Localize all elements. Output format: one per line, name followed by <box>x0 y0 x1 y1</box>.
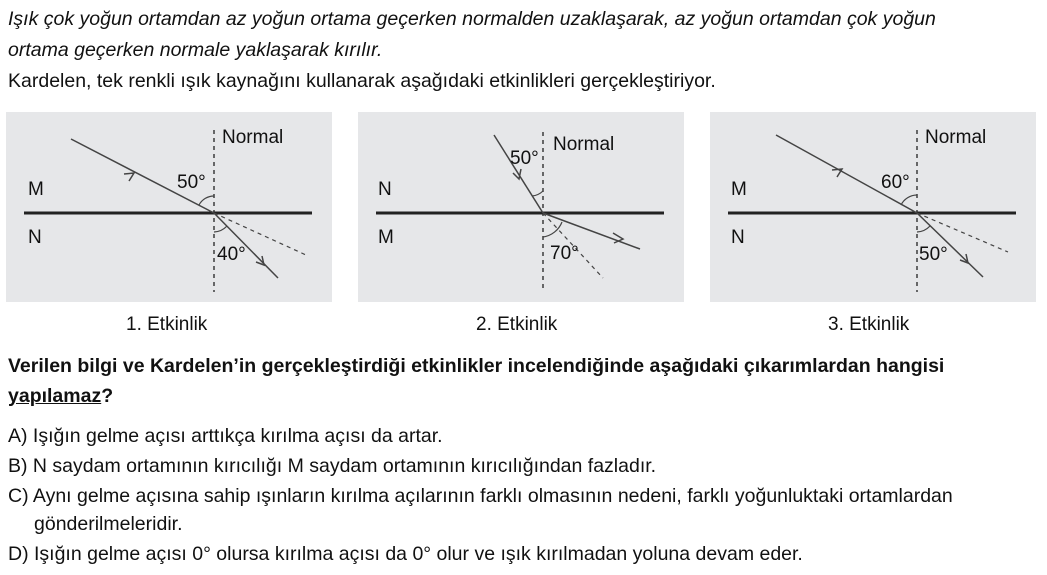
question-mark: ? <box>101 385 114 407</box>
bottom-medium-label: N <box>731 227 745 248</box>
intro-line-3: Kardelen, tek renkli ışık kaynağını kullanarak aşağıdaki etkinlikleri gerçekleştiriyor. <box>8 70 716 92</box>
incidence-angle-label: 50° <box>510 148 539 169</box>
option-b: B) N saydam ortamının kırıcılığı M saydam ortamının kırıcılığından fazladır. <box>8 455 657 477</box>
bottom-medium-label: N <box>28 227 42 248</box>
incidence-arc <box>532 191 543 196</box>
question-line-1: Verilen bilgi ve Kardelen’in gerçekleştirdiği etkinlikler incelendiğinde aşağıdaki çıkarımlardan hangisi <box>8 355 945 377</box>
incidence-arc <box>199 196 214 205</box>
refraction-arc <box>214 226 227 232</box>
top-medium-label: N <box>378 179 392 200</box>
intro-line-1: Işık çok yoğun ortamdan az yoğun ortama geçerken normalden uzaklaşarak, az yoğun ortamdan çok yoğun <box>8 8 936 30</box>
refraction-arc <box>543 222 562 237</box>
top-medium-label: M <box>28 179 44 200</box>
question-underlined-word: yapılamaz <box>8 385 102 407</box>
incidence-angle-label: 60° <box>881 172 910 193</box>
figure-3-panel <box>710 112 1036 302</box>
normal-label: Normal <box>553 134 615 155</box>
option-a: A) Işığın gelme açısı arttıkça kırılma açısı da artar. <box>8 425 443 447</box>
figure-2-panel <box>358 112 684 302</box>
top-medium-label: M <box>731 179 747 200</box>
incidence-arc <box>901 195 917 205</box>
option-d: D) Işığın gelme açısı 0° olursa kırılma açısı da 0° olur ve ışık kırılmadan yoluna devam eder. <box>8 543 803 565</box>
option-c-line-2: gönderilmeleridir. <box>34 513 183 535</box>
incident-ray <box>494 135 543 213</box>
option-c-line-1: C) Aynı gelme açısına sahip ışınların kırılma açılarının farklı olmasının nedeni, farklı yoğunluktaki ortamlardan <box>8 485 953 507</box>
figure-1-caption: 1. Etkinlik <box>126 314 208 335</box>
incident-arrow-icon <box>124 173 134 181</box>
incidence-angle-label: 50° <box>177 172 206 193</box>
bottom-medium-label: M <box>378 227 394 248</box>
normal-label: Normal <box>925 127 987 148</box>
figure-2-caption: 2. Etkinlik <box>476 314 558 335</box>
refraction-angle-label: 70° <box>550 243 579 264</box>
figure-1-panel <box>6 112 332 302</box>
intro-line-2: ortama geçerken normale yaklaşarak kırılır. <box>8 39 383 61</box>
figure-3-caption: 3. Etkinlik <box>828 314 910 335</box>
question-line-2 <box>8 384 113 408</box>
refraction-arc <box>917 226 930 232</box>
normal-label: Normal <box>222 127 284 148</box>
figure-2-diagram <box>358 112 684 302</box>
refraction-angle-label: 50° <box>919 244 948 265</box>
refraction-angle-label: 40° <box>217 244 246 265</box>
figure-1-diagram <box>6 112 332 302</box>
figure-3-diagram <box>710 112 1036 302</box>
incident-arrow-icon <box>832 169 842 177</box>
